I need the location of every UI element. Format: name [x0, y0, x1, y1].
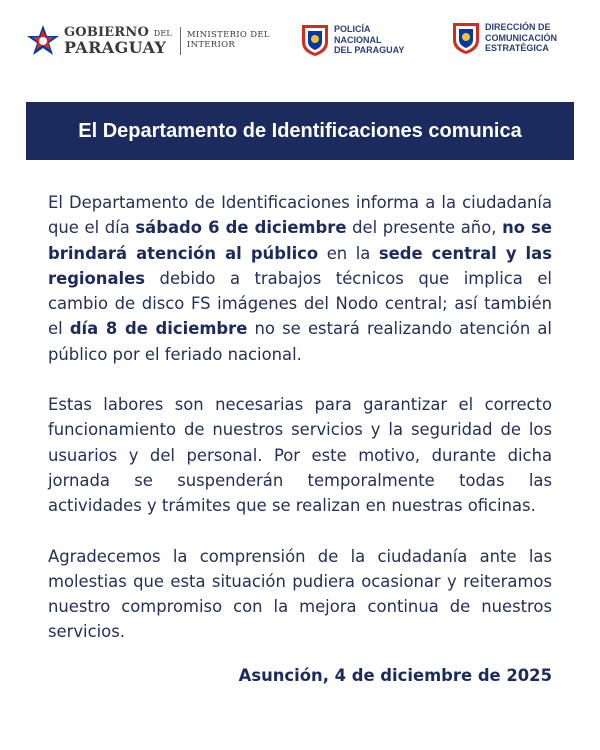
paragraph-1-text-5: no se estará realizando atención al público por el feriado nacional. — [48, 319, 552, 364]
government-line2: PARAGUAY — [64, 38, 167, 57]
police-logo — [300, 22, 404, 58]
paragraph-1-bold-no-service: no se brindará atención al público — [48, 218, 552, 263]
paragraph-1-text-3: en la — [318, 243, 379, 263]
paragraph-1-text-2: del presente año, — [346, 218, 503, 238]
communication-line2: COMUNICACIÓN — [485, 32, 557, 43]
announcement-body — [48, 190, 552, 670]
government-line1-suffix: DEL — [153, 29, 172, 38]
communication-line1: DIRECCIÓN DE — [485, 21, 551, 32]
header — [0, 18, 600, 68]
communication-logo — [451, 20, 557, 56]
communication-line3: ESTRATÉGICA — [485, 43, 549, 54]
communication-shield-icon — [451, 20, 481, 56]
police-line1: POLICÍA — [334, 23, 371, 34]
paragraph-1-text-4: debido a trabajos técnicos que implica el cambio de disco FS imágenes del Nodo central; así también el — [48, 268, 552, 339]
signature-date: Asunción, 4 de diciembre de 2025 — [238, 666, 552, 685]
title-banner — [26, 102, 574, 160]
police-line3: DEL PARAGUAY — [334, 45, 405, 56]
paraguay-star-icon — [26, 24, 60, 58]
paragraph-2: Estas labores son necesarias para garantizar el correcto funcionamiento de nuestros servicios y la seguridad de los usuarios y del personal. Por este motivo, durante dicha jornada se suspenderán temporalmente todas las actividades y trámites que se realizan en nuestras oficinas. — [48, 395, 552, 516]
divider — [180, 27, 181, 55]
paragraph-1-bold-locations: sede central y las regionales — [48, 243, 552, 288]
government-logo — [26, 24, 270, 58]
paragraph-1 — [48, 190, 552, 367]
paragraph-1-bold-date: sábado 6 de diciembre — [135, 218, 347, 238]
ministry-line2: INTERIOR — [186, 40, 236, 50]
paragraph-1-text-1: El Departamento de Identificaciones informa a la ciudadanía que el día — [48, 193, 552, 238]
page-title: El Departamento de Identificaciones comunica — [78, 119, 522, 142]
ministry-line1: MINISTERIO DEL — [186, 30, 270, 41]
paragraph-3: Agradecemos la comprensión de la ciudadanía ante las molestias que esta situación pudiera ocasionar y reiteramos nuestro compromiso con la mejora continua de nuestros servicios. — [48, 546, 552, 642]
paragraph-1-bold-holiday: día 8 de diciembre — [69, 319, 248, 339]
ministry-label — [187, 31, 270, 51]
government-line1: GOBIERNO — [64, 25, 150, 40]
police-line2: NACIONAL — [334, 34, 382, 45]
police-shield-icon — [300, 22, 330, 58]
